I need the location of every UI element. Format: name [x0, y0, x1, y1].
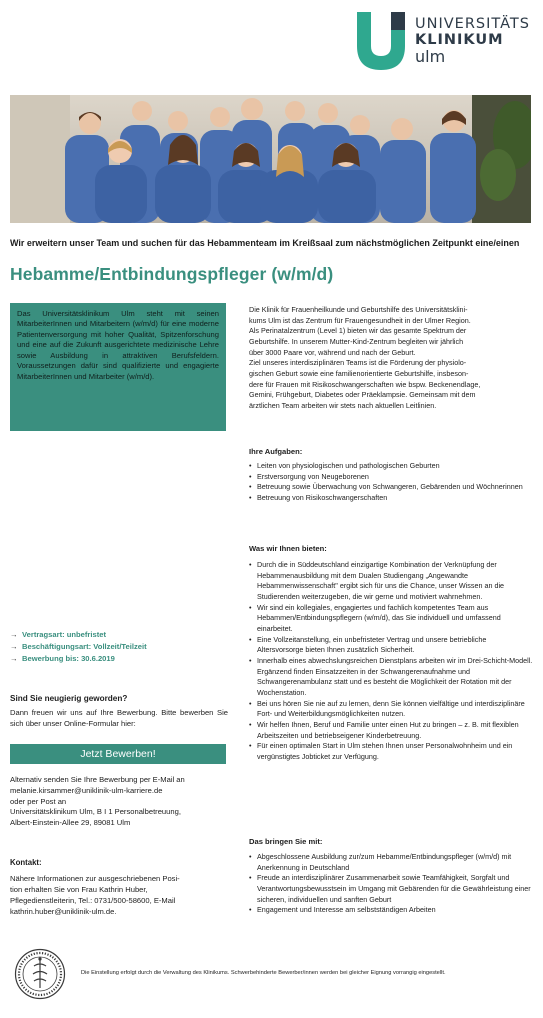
- clinic-description-line: kums Ulm ist das Zentrum für Frauengesundheit in der Ulmer Region.: [249, 315, 471, 325]
- arrow-right-icon: →: [10, 630, 18, 639]
- curious-heading: Sind Sie neugierig geworden?: [10, 694, 128, 703]
- requirements-list: [249, 852, 534, 916]
- apply-now-button[interactable]: Jetzt Bewerben!: [10, 744, 226, 764]
- meta-employment-type-label: Beschäftigungsart: Vollzeit/Teilzeit: [22, 641, 147, 651]
- logo-line-klinikum: KLINIKUM: [415, 32, 504, 49]
- list-item: • Eine Vollzeitanstellung, ein unbefristeter Vertrag und unsere betriebliche Altersvorsorge bieten Ihnen zusätzlich Sicherheit.: [249, 635, 534, 656]
- contact-line: Nähere Informationen zur ausgeschriebenen Posi-: [10, 874, 180, 883]
- list-item: • Durch die in Süddeutschland einzigartige Kombination der Verknüpfung der Hebammenausbildung mit dem Dualen Studiengang „Angewandte Hebammenwissenschaft" ergibt sich für uns die Chance, unser Wissen an die Studierenden weiterzugeben, die wir gerne und motiviert wahrnehmen.: [249, 560, 534, 603]
- list-item: • Innerhalb eines abwechslungsreichen Dienstplans arbeiten wir im Drei-Schicht-Modell. Ergänzend finden Einsatzzeiten in der Schwangerenaufnahme und Schwangerenambulanz statt und es besteht die Möglichkeit der Rotation mit der Wochenstation.: [249, 656, 534, 699]
- tasks-heading: Ihre Aufgaben:: [249, 447, 303, 456]
- logo-u-mark-icon: [355, 12, 407, 70]
- requirements-heading: Das bringen Sie mit:: [249, 837, 323, 846]
- company-description-box: Das Universitätsklinikum Ulm steht mit seinen MitarbeiterInnen und Mitarbeitern (w/m/d) für eine moderne Patientenversorgung mit hoher Qualität, Spitzenforschung und eine auf die Zukunft ausgerichtete medizinische Lehre sowie Ausbildung in attraktiven Berufsfeldern. Voraussetzungen dafür sind qualifizierte und engagierte MitarbeiterInnen und Mitarbeiter (w/m/d).: [10, 303, 226, 431]
- list-item: • Für einen optimalen Start in Ulm stehen Ihnen unser Personalwohnheim und ein vergünstigtes Jobticket zur Verfügung.: [249, 741, 534, 762]
- contact-heading: Kontakt:: [10, 858, 42, 867]
- list-item: • Betreuung von Risikoschwangerschaften: [249, 493, 534, 504]
- offer-list: [249, 560, 534, 762]
- clinic-description-line: Geburtshilfe. In unserem Mutter-Kind-Zentrum begleiten wir jährlich: [249, 336, 464, 346]
- list-item: • Betreuung sowie Überwachung von Schwangeren, Gebärenden und Wöchnerinnen: [249, 482, 534, 493]
- alternative-application: [10, 775, 230, 829]
- list-item: • Engagement und Interesse am selbstständigen Arbeiten: [249, 905, 534, 916]
- list-item: • Leiten von physiologischen und pathologischen Geburten: [249, 461, 534, 472]
- alt-application-line: oder per Post an: [10, 796, 67, 806]
- clinic-description-line: Die Klinik für Frauenheilkunde und Geburtshilfe des Universitätsklini-: [249, 305, 468, 314]
- list-item: • Wir sind ein kollegiales, engagiertes und fachlich kompetentes Team aus Hebammen/Entbindungspflegern (w/m/d), das Sie individuell und umfassend einarbeitet.: [249, 603, 534, 635]
- offer-heading: Was wir Ihnen bieten:: [249, 544, 327, 553]
- job-meta-list: [10, 629, 230, 664]
- clinic-description-line: Ziel unseres interdisziplinären Teams ist die Förderung der physiolo-: [249, 358, 467, 368]
- clinic-description: [249, 305, 534, 412]
- team-photo: [10, 95, 531, 223]
- clinic-description-line: Als Perinatalzentrum (Level 1) bieten wir das gesamte Spektrum der: [249, 326, 467, 336]
- list-item: • Bei uns hören Sie nie auf zu lernen, denn Sie können vielfältige und interdisziplinäre Fort- und Weiterbildungsmöglichkeiten nutzen.: [249, 699, 534, 720]
- contact-text: [10, 873, 230, 917]
- university-logo: [355, 12, 535, 70]
- logo-line-ulm: ulm: [415, 47, 446, 67]
- logo-wordmark: [415, 16, 530, 66]
- postal-address-line: Universitätsklinikum Ulm, B I 1 Personalbetreuung,: [10, 807, 181, 817]
- list-item: • Freude an interdisziplinärer Zusammenarbeit sowie Teamfähigkeit, Sorgfalt und Verantwortungsbewusstsein im Umgang mit Gebärenden für die Gewährleistung einer sicheren, individuellen und sanften Geburt: [249, 873, 534, 905]
- contact-line: Pflegedienstleiterin, Tel.: 0731/500-58600, E-Mail: [10, 896, 176, 905]
- job-title: Hebamme/Entbindungspfleger (w/m/d): [10, 264, 334, 284]
- footer-note: Die Einstellung erfolgt durch die Verwaltung des Klinikums. Schwerbehinderte Bewerber/innen werden bei gleicher Eignung vorrangig eingestellt.: [81, 970, 446, 976]
- clinic-description-line: dere für Frauen mit Risikoschwangerschaften wie bspw. Beckenendlage,: [249, 379, 481, 389]
- clinic-description-line: gischen Geburt sowie eine familienorientierte Geburtshilfe, insbeson-: [249, 368, 469, 378]
- list-item: • Wir helfen Ihnen, Beruf und Familie unter einen Hut zu bringen – z. B. mit flexiblen Arbeitszeiten und betriebseigener Kinderbetreuung.: [249, 720, 534, 741]
- curious-text: Dann freuen wir uns auf Ihre Bewerbung. Bitte bewerben Sie sich über unser Online-Formular hier:: [10, 708, 228, 728]
- meta-contract-type: [10, 629, 230, 641]
- list-item: • Abgeschlossene Ausbildung zur/zum Hebamme/Entbindungspfleger (w/m/d) mit Anerkennung in Deutschland: [249, 852, 534, 873]
- clinic-description-line: Gemini, Frühgeburt, Diabetes oder Präeklampsie. Gemeinsam mit dem: [249, 390, 476, 400]
- meta-employment-type: [10, 641, 230, 653]
- intro-text: Wir erweitern unser Team und suchen für das Hebammenteam im Kreißsaal zum nächstmöglichen Zeitpunkt eine/einen: [10, 238, 520, 248]
- meta-contract-type-label: Vertragsart: unbefristet: [22, 630, 106, 639]
- postal-address-line: Albert-Einstein-Allee 29, 89081 Ulm: [10, 818, 131, 828]
- alt-application-line: Alternativ senden Sie Ihre Bewerbung per E-Mail an: [10, 775, 185, 784]
- contact-email-link[interactable]: kathrin.huber@uniklinik-ulm.de.: [10, 907, 117, 916]
- list-item: • Erstversorgung von Neugeborenen: [249, 472, 534, 483]
- tasks-list: [249, 461, 534, 504]
- arrow-right-icon: →: [10, 653, 18, 663]
- arrow-right-icon: →: [10, 641, 18, 651]
- clinic-description-line: ärztlichen Team arbeiten wir stets nach aktuellen Leitlinien.: [249, 400, 437, 410]
- university-seal-icon: [14, 948, 66, 1000]
- meta-deadline-label: Bewerbung bis: 30.6.2019: [22, 653, 115, 663]
- meta-deadline: [10, 653, 230, 665]
- contact-line: tion erhalten Sie von Frau Kathrin Huber,: [10, 885, 148, 894]
- team-photo-illustration: [10, 95, 531, 223]
- clinic-description-line: über 3000 Paare vor, während und nach der Geburt.: [249, 347, 416, 357]
- application-email-link[interactable]: melanie.kirsammer@uniklinik-ulm-karriere.de: [10, 785, 163, 795]
- logo-line-universitaets: UNIVERSITÄTS: [415, 16, 530, 32]
